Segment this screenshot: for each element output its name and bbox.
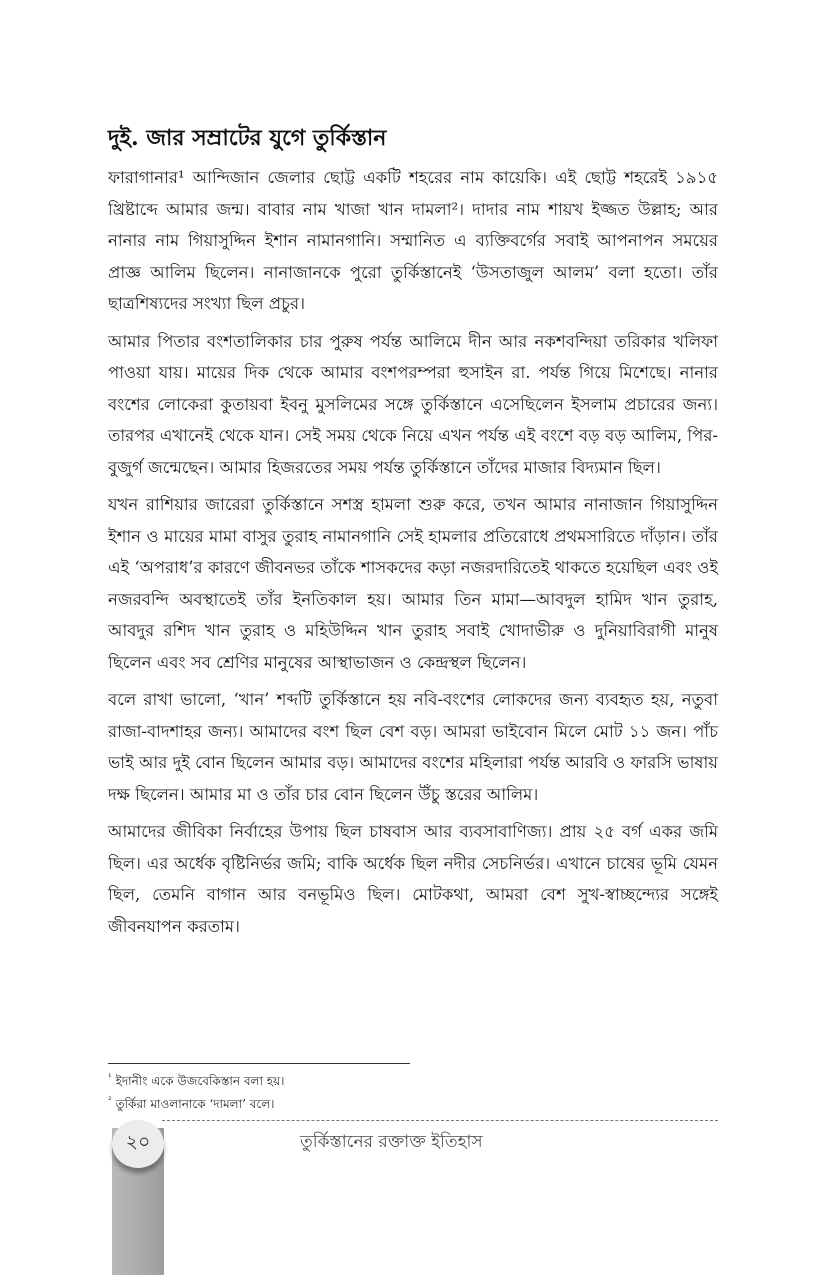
paragraph: ফারাগানার¹ আন্দিজান জেলার ছোট্ট একটি শহরের নাম কায়েকি। এই ছোট্ট শহরেই ১৯১৫ খ্রিষ্টাব্দে আমার জন্ম। বাবার নাম খাজা খান দামলা²। দাদার নাম শায়খ ইজ্জত উল্লাহ; আর নানার নাম গিয়াসুদ্দিন ইশান নামানগানি। সম্মানিত এ ব্যক্তিবর্গের সবাই আপনাপন সময়ের প্রাজ্ঞ আলিম ছিলেন। নানাজানকে পুরো তুর্কিস্তানেই ‘উসতাজুল আলম’ বলা হতো। তাঁর ছাত্রশিষ্যদের সংখ্যা ছিল প্রচুর। xyxy=(108,168,718,313)
footnotes xyxy=(108,1070,718,1116)
footnote xyxy=(108,1070,718,1093)
footnote-text: তুর্কিরা মাওলানাকে ‘দামলা’ বলে। xyxy=(115,1097,275,1111)
paragraph: আমার পিতার বংশতালিকার চার পুরুষ পর্যন্ত আলিমে দীন আর নকশবন্দিয়া তরিকার খলিফা পাওয়া যায়। মায়ের দিক থেকে আমার বংশপরম্পরা হুসাইন রা. পর্যন্ত গিয়ে মিশেছে। নানার বংশের লোকেরা কুতায়বা ইবনু মুসলিমের সঙ্গে তুর্কিস্তানে এসেছিলেন ইসলাম প্রচারের জন্য। তারপর এখানেই থেকে যান। সেই সময় থেকে নিয়ে এখন পর্যন্ত এই বংশে বড় বড় আলিম, পির-বুজুর্গ জন্মেছেন। আমার হিজরতের সময় পর্যন্ত তুর্কিস্তানে তাঁদের মাজার বিদ্যমান ছিল। xyxy=(108,331,718,477)
paragraph: আমাদের জীবিকা নির্বাহের উপায় ছিল চাষবাস আর ব্যবসাবাণিজ্য। প্রায় ২৫ বর্গ একর জমি ছিল। এর অর্ধেক বৃষ্টিনির্ভর জমি; বাকি অর্ধেক ছিল নদীর সেচনির্ভর। এখানে চাষের ভূমি যেমন ছিল, তেমনি বাগান আর বনভূমিও ছিল। মোটকথা, আমরা বেশ সুখ-স্বাচ্ছন্দ্যের সঙ্গেই জীবনযাপন করতাম। xyxy=(108,822,718,936)
footnote-marker: ¹ xyxy=(108,1073,112,1083)
chapter-title: দুই. জার সম্রাটের যুগে তুর্কিস্তান xyxy=(108,125,387,151)
footnote xyxy=(108,1093,718,1116)
paragraph: বলে রাখা ভালো, ‘খান’ শব্দটি তুর্কিস্তানে হয় নবি-বংশের লোকদের জন্য ব্যবহৃত হয়, নতুবা রাজা-বাদশাহর জন্য। আমাদের বংশ ছিল বেশ বড়। আমরা ভাইবোন মিলে মোট ১১ জন। পাঁচ ভাই আর দুই বোন ছিলেন আমার বড়। আমাদের বংশের মহিলারা পর্যন্ত আরবি ও ফারসি ভাষায় দক্ষ ছিলেন। আমার মা ও তাঁর চার বোন ছিলেন উঁচু স্তরের আলিম। xyxy=(108,690,718,804)
footnote-marker: ² xyxy=(108,1096,112,1106)
footnote-text: ইদানীং একে উজবেকিস্তান বলা হয়। xyxy=(115,1074,285,1088)
running-footer-title: তুর্কিস্তানের রক্তাক্ত ইতিহাস xyxy=(300,1132,483,1152)
footer-divider xyxy=(162,1120,718,1121)
page-number: ২০ xyxy=(125,1131,151,1153)
paragraph: যখন রাশিয়ার জারেরা তুর্কিস্তানে সশস্ত্র হামলা শুরু করে, তখন আমার নানাজান গিয়াসুদ্দিন ইশান ও মায়ের মামা বাসুর তুরাহ নামানগানি সেই হামলার প্রতিরোধে প্রথমসারিতে দাঁড়ান। তাঁর এই ‘অপরাধ’র কারণে জীবনভর তাঁকে শাসকদের কড়া নজরদারিতেই থাকতে হয়েছিল এবং ওই নজরবন্দি অবস্থাতেই তাঁর ইনতিকাল হয়। আমার তিন মামা—আবদুল হামিদ খান তুরাহ, আবদুর রশিদ খান তুরাহ ও মহিউদ্দিন খান তুরাহ সবাই খোদাভীরু ও দুনিয়াবিরাগী মানুষ ছিলেন এবং সব শ্রেণির মানুষের আস্থাভাজন ও কেন্দ্রস্থল ছিলেন। xyxy=(108,495,718,672)
footnote-divider xyxy=(108,1063,410,1064)
body-text xyxy=(108,162,718,948)
